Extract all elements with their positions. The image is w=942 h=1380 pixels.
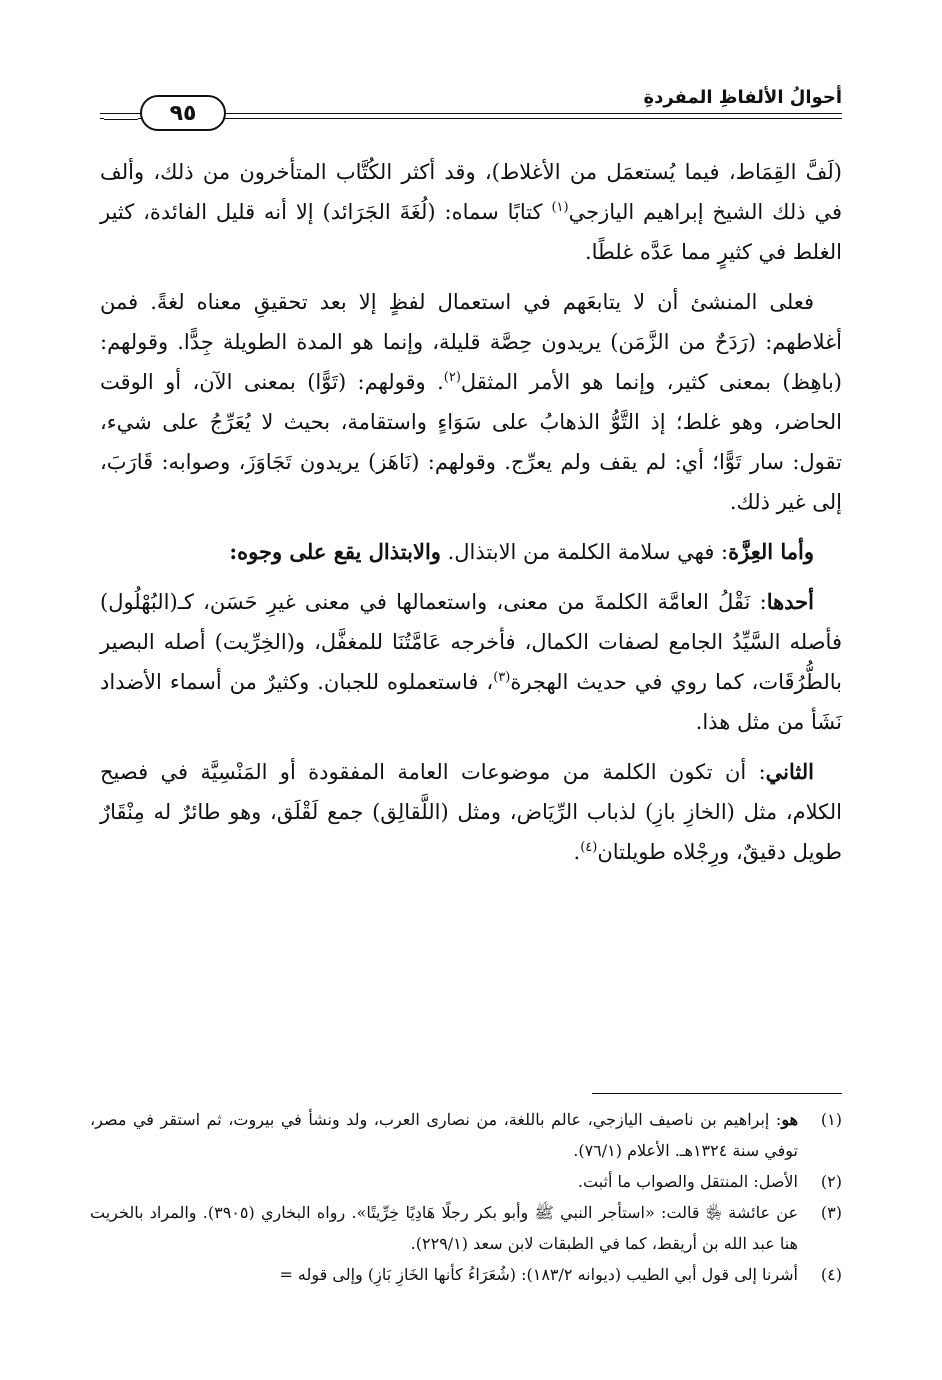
footnote-lead: هو: [781, 1110, 799, 1129]
paragraph: [100, 582, 842, 742]
paragraph: [100, 532, 842, 572]
paragraph-text: (لَفَّ القِمَاط، فيما يُستعمَل من الأغلاط)، وقد أكثر الكُتَّاب المتأخرون من ذلك، وألف في ذلك الشيخ إبراهيم اليازجي: [100, 160, 842, 224]
paragraph-text: : نَقْلُ العامَّة الكلمةَ من معنى، واستعمالها في معنى غيرِ حَسَن، كـ(البُهْلُول) فأصله السَّيِّدُ الجامع لصفات الكمال، فأخرجه عَامَّتُنَا للمغفَّل، و(الخِرِّيت) أصله البصير بالطُّرُقَات، كما روي في حديث الهجرة: [100, 590, 842, 694]
footnote-ref: (٣): [493, 670, 511, 685]
paragraph-text-cont: ، فاستعملوه للجبان. وكثيرٌ من أسماء الأضداد نَشَأ من مثل هذا.: [100, 670, 842, 734]
paragraph-text: : أن تكون الكلمة من موضوعات العامة المفقودة أو المَنْسِيَّة في فصيح الكلام، مثل (الخازِ بازِ) لذباب الرِّيَاض، ومثل (اللَّقالِق) جمع لَقْلَق، وهو طائرٌ له مِنْقَارٌ طويل دقيقٌ، ورِجْلاه طويلتان: [100, 760, 842, 864]
running-header-title: أحوالُ الألفاظِ المفردةِ: [643, 87, 842, 108]
main-text: [100, 152, 842, 882]
paragraph-text-cont: . وقولهم: (تَوًّا) بمعنى الآن، أو الوقت الحاضر، وهو غلط؛ إذ التَّوُّ الذهابُ على سَوَاءٍ واستقامة، بحيث لا يُعَرِّجُ على شيء، تقول: سار تَوًّا؛ أي: لم يقف ولم يعرِّج. وقولهم: (نَاهَز) يريدون تَجَاوَزَ، وصوابه: قَارَبَ، إلى غير ذلك.: [100, 370, 842, 514]
footnote-number: (٣): [820, 1203, 842, 1222]
footnote-ref: (١): [551, 200, 569, 215]
paragraph-lead-term: أحدها: [766, 589, 814, 614]
page-number-badge: [140, 95, 226, 131]
footnote-body: أشرنا إلى قول أبي الطيب (ديوانه ١٨٣/٢): (شُعَرَاءُ كأنها الخَازِ بَازِ) وإلى قوله =: [279, 1265, 798, 1284]
footnote-number: (٢): [820, 1172, 842, 1191]
paragraph: [100, 282, 842, 522]
header-rule-end: [104, 113, 138, 120]
paragraph-bold-tail: والابتذال يقع على وجوه:: [229, 539, 441, 564]
paragraph-lead-term: وأما العِزَّة: [728, 539, 814, 564]
footnote-text: [90, 1104, 798, 1166]
footnote: [90, 1197, 842, 1259]
paragraph-text-cont: .: [573, 840, 581, 864]
footnotes: [90, 1104, 842, 1290]
footnote-ref: (٤): [580, 840, 598, 855]
page-number: ٩٥: [169, 100, 197, 126]
paragraph-text: فعلى المنشئ أن لا يتابعَهم في استعمال لفظٍ إلا بعد تحقيقِ معناه لغةً. فمن أغلاطهم: (رَدَحٌ من الزَّمَن) يريدون حِصَّة قليلة، وإنما هو المدة الطويلة جِدًّا. وقولهم: (باهِظ) بمعنى كثير، وإنما هو الأمر المثقل: [100, 290, 842, 394]
footnote-separator: [592, 1093, 842, 1094]
paragraph-lead-term: الثاني: [765, 759, 814, 784]
paragraph: [100, 752, 842, 872]
footnote-number: (٤): [820, 1265, 842, 1284]
footnote-ref: (٢): [443, 370, 461, 385]
paragraph: [100, 152, 842, 272]
paragraph-text: : فهي سلامة الكلمة من الابتذال.: [440, 540, 729, 564]
footnote-body: الأصل: المنتقل والصواب ما أثبت.: [577, 1172, 798, 1191]
paragraph-text-cont: كتابًا سماه: (لُغَةَ الجَرَائد) إلا أنه قليل الفائدة، كثير الغلط في كثيرٍ مما عَدَّه غلطًا.: [100, 200, 842, 264]
footnote: [90, 1259, 842, 1290]
footnote-body: : إبراهيم بن ناصيف اليازجي، عالم باللغة، من نصارى العرب، ولد ونشأ في بيروت، ثم استقر في مصر، توفي سنة ١٣٢٤هـ. الأعلام (٧٦/١).: [90, 1110, 798, 1160]
footnote: [90, 1104, 842, 1166]
footnote-number: (١): [820, 1110, 842, 1129]
footnote: [90, 1166, 842, 1197]
footnote-body: عن عائشة ﵂ قالت: «استأجر النبي ﷺ وأبو بكر رجلًا هَادِيًا خِرِّيتًا». رواه البخاري (٣٩٠٥). والمراد بالخريت هنا عبد الله بن أريقط، كما في الطبقات لابن سعد (٢٢٩/١).: [90, 1203, 798, 1253]
